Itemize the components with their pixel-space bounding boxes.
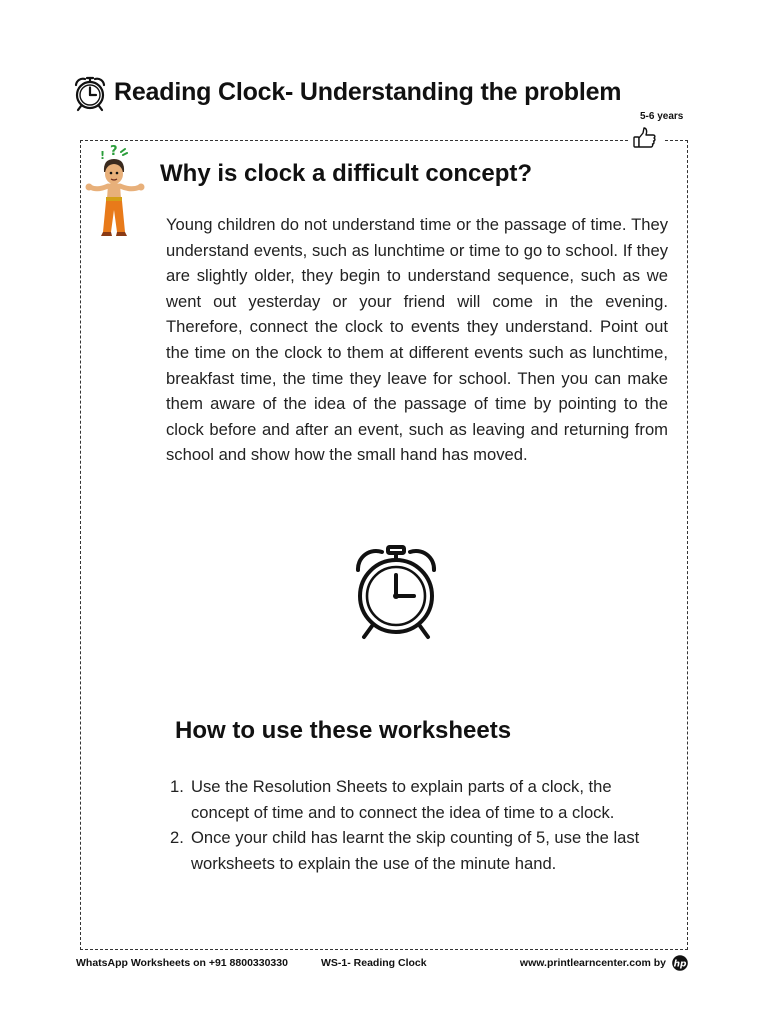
intro-paragraph: Young children do not understand time or the passage of time. They understand events, such as lunchtime or time to go to school. If they are slightly older, they begin to understand sequence, such as we went out yesterday or your friend will come in the evening. Therefore, connect the clock to events they understand. Point out the time on the clock to them at different events such as lunchtime, breakfast time, the time they leave for school. Then you can make them aware of the idea of the passage of time by pointing to the clock before and after an event, such as leaving and returning from school and show how the small hand has moved. bbox=[166, 215, 668, 465]
footer-whatsapp: WhatsApp Worksheets on +91 8800330330 bbox=[76, 957, 288, 969]
howto-title: How to use these worksheets bbox=[175, 717, 512, 744]
section-title: Why is clock a difficult concept? bbox=[160, 160, 533, 187]
list-item bbox=[170, 825, 670, 876]
svg-text:!: ! bbox=[100, 149, 106, 162]
age-label: 5-6 years bbox=[640, 111, 684, 122]
step-number: 2. bbox=[170, 828, 184, 848]
page-title: Reading Clock- Understanding the problem bbox=[114, 78, 622, 106]
svg-text:hp: hp bbox=[673, 959, 687, 970]
footer-worksheet-id: WS-1- Reading Clock bbox=[321, 957, 427, 969]
step-number: 1. bbox=[170, 777, 184, 796]
list-item bbox=[170, 774, 670, 825]
svg-text:?: ? bbox=[110, 144, 118, 159]
confused-boy-illustration bbox=[84, 144, 148, 240]
step-text: Once your child has learnt the skip counting of 5, use the last worksheets to explain the use of the minute hand. bbox=[191, 828, 640, 873]
thumbs-up-icon bbox=[632, 126, 658, 150]
footer-website[interactable]: www.printlearncenter.com by bbox=[519, 957, 666, 969]
step-text: Use the Resolution Sheets to explain parts of a clock, the concept of time and to connect the idea of time to a clock. bbox=[191, 777, 615, 822]
alarm-clock-icon bbox=[350, 544, 442, 642]
hp-logo-icon bbox=[672, 955, 688, 971]
steps-list bbox=[170, 774, 670, 876]
footer bbox=[76, 957, 688, 973]
alarm-clock-icon bbox=[72, 75, 108, 113]
